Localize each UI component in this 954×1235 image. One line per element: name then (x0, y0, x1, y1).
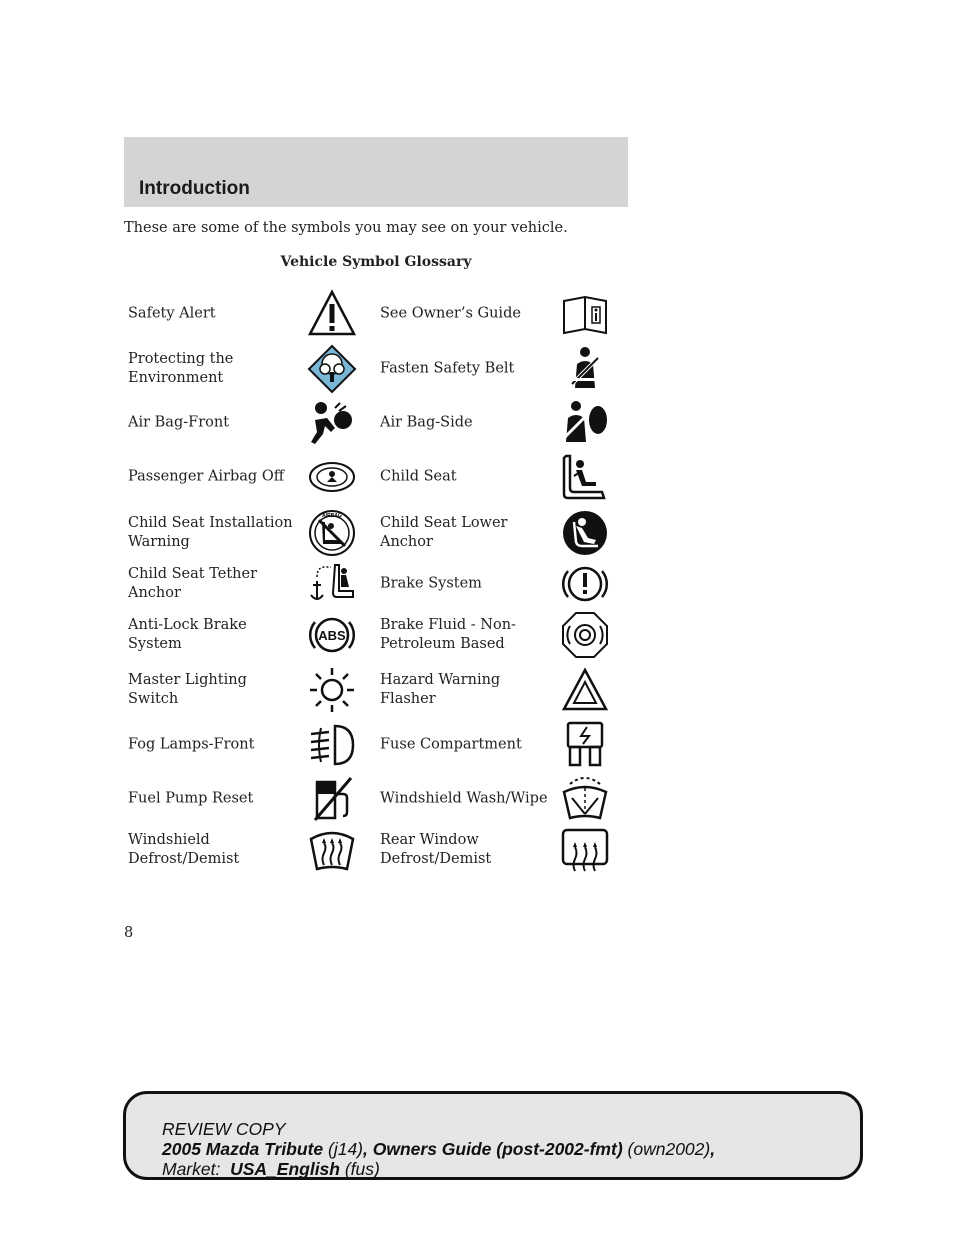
review-copy-text (162, 1119, 715, 1179)
glossary-row (124, 452, 628, 502)
symbol-label: Child Seat Installation Warning (128, 514, 293, 550)
symbol-label: Master Lighting Switch (128, 672, 247, 707)
child-seat-icon (560, 452, 610, 502)
windshield-wash-icon (560, 774, 610, 824)
section-title: Introduction (139, 178, 250, 199)
symbol-label: Hazard Warning Flasher (380, 672, 501, 707)
owners-guide-icon (560, 289, 610, 339)
symbol-label: Child Seat Tether Anchor (128, 566, 257, 601)
symbol-label: Air Bag-Side (380, 414, 473, 431)
child-seat-tether-icon (307, 559, 357, 609)
master-lighting-icon (307, 665, 357, 715)
hazard-flasher-icon (560, 665, 610, 715)
market-code: (fus) (344, 1159, 380, 1179)
symbol-label: Brake System (380, 575, 482, 592)
guide-name: Owners Guide (post-2002-fmt) (372, 1139, 623, 1159)
market-label: Market: (162, 1159, 221, 1179)
glossary-row (124, 398, 628, 448)
svg-text:ABS: ABS (318, 628, 346, 643)
warning-triangle-icon (307, 289, 357, 339)
glossary-row (124, 665, 628, 715)
symbol-label: Fuel Pump Reset (128, 790, 254, 807)
abs-icon (307, 610, 357, 660)
fuel-pump-reset-icon (307, 774, 357, 824)
glossary-row (124, 824, 628, 876)
glossary-row (124, 505, 628, 560)
symbol-label: Fuse Compartment (380, 736, 522, 753)
symbol-label: Safety Alert (128, 305, 216, 322)
glossary-row (124, 559, 628, 609)
symbol-label: Air Bag-Front (128, 414, 230, 431)
symbol-label: Windshield Wash/Wipe (380, 790, 548, 807)
airbag-side-icon (560, 398, 610, 448)
symbol-label: Brake Fluid - Non-Petroleum Based (380, 617, 516, 652)
passenger-airbag-off-icon (307, 452, 357, 502)
symbol-label: Anti-Lock Brake System (128, 617, 247, 652)
glossary-row (124, 720, 628, 770)
guide-separator: , (363, 1139, 373, 1159)
rear-defrost-icon (560, 825, 610, 875)
page-number: 8 (124, 925, 134, 941)
symbol-label: Protecting the Environment (128, 351, 234, 386)
symbol-label: Fog Lamps-Front (128, 736, 255, 753)
child-seat-lower-anchor-icon (560, 508, 610, 558)
airbag-front-icon (307, 398, 357, 448)
glossary-row (124, 774, 628, 824)
glossary-title: Vehicle Symbol Glossary (280, 254, 472, 270)
symbol-label: Windshield Defrost/Demist (128, 832, 240, 867)
intro-text: These are some of the symbols you may see on your vehicle. (124, 220, 568, 236)
child-seat-warning-icon (307, 508, 357, 558)
brake-fluid-icon (560, 610, 610, 660)
symbol-label: Child Seat (380, 468, 457, 485)
symbol-label: Rear Window Defrost/Demist (380, 832, 492, 867)
brake-system-icon (560, 559, 610, 609)
seat-belt-icon (560, 344, 610, 394)
model-code: (j14) (328, 1139, 364, 1159)
svg-text:AIRBAG: AIRBAG (322, 512, 342, 519)
symbol-label: Child Seat Lower Anchor (380, 514, 508, 550)
glossary-row (124, 343, 628, 395)
symbol-label: Passenger Airbag Off (128, 468, 285, 485)
symbol-label: Fasten Safety Belt (380, 360, 515, 377)
guide-code: (own2002) (627, 1139, 711, 1159)
model-name: 2005 Mazda Tribute (162, 1139, 324, 1159)
market-value: USA_English (230, 1159, 340, 1179)
fog-lamp-icon (307, 720, 357, 770)
review-copy-label: REVIEW COPY (162, 1119, 286, 1139)
symbol-label: See Owner’s Guide (380, 305, 521, 322)
fuse-icon (560, 720, 610, 770)
environment-tree-icon (307, 344, 357, 394)
guide-comma: , (710, 1139, 716, 1159)
windshield-defrost-icon (307, 825, 357, 875)
glossary-row (124, 289, 628, 339)
glossary-row (124, 610, 628, 660)
